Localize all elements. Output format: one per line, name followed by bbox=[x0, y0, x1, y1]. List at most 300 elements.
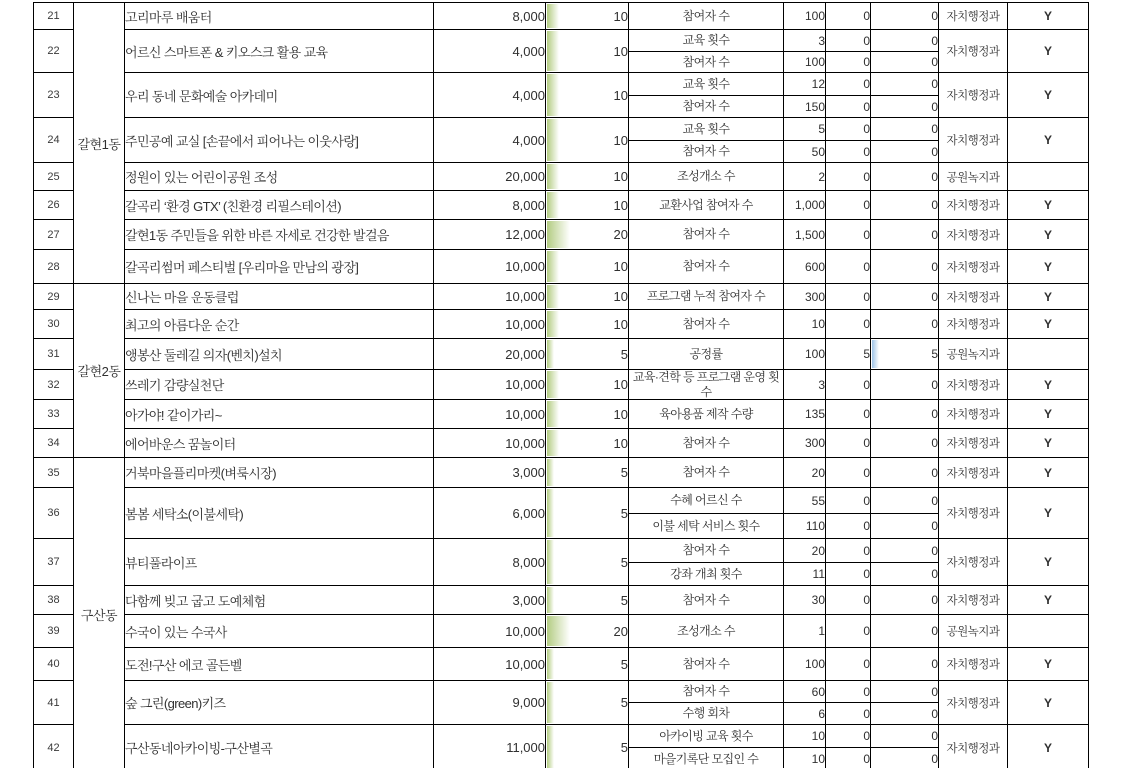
weight-cell-text: 5 bbox=[620, 740, 628, 755]
department-cell-text: 자치행정과 bbox=[946, 135, 1000, 147]
department-cell[interactable] bbox=[939, 458, 1008, 488]
flag-cell[interactable] bbox=[1008, 539, 1089, 586]
result1-cell[interactable] bbox=[826, 96, 871, 118]
row-number-cell-text: 31 bbox=[47, 348, 60, 360]
result1-cell[interactable] bbox=[826, 339, 871, 370]
result2-cell[interactable] bbox=[871, 310, 939, 339]
department-cell[interactable] bbox=[939, 539, 1008, 586]
project-name-cell[interactable] bbox=[125, 681, 434, 725]
budget-cell[interactable] bbox=[434, 681, 546, 725]
weight-cell[interactable] bbox=[546, 458, 629, 488]
budget-cell[interactable] bbox=[434, 310, 546, 339]
flag-cell[interactable] bbox=[1008, 220, 1089, 250]
flag-cell[interactable] bbox=[1008, 310, 1089, 339]
target-value-cell[interactable] bbox=[784, 514, 826, 539]
budget-cell[interactable] bbox=[434, 725, 546, 768]
target-value-cell[interactable] bbox=[784, 73, 826, 96]
budget-cell[interactable] bbox=[434, 73, 546, 118]
indicator-name-cell[interactable] bbox=[629, 725, 784, 748]
flag-cell[interactable] bbox=[1008, 429, 1089, 458]
result1-cell[interactable] bbox=[826, 310, 871, 339]
project-name-cell[interactable] bbox=[125, 615, 434, 648]
project-name-cell[interactable] bbox=[125, 400, 434, 429]
result1-cell[interactable] bbox=[826, 725, 871, 748]
project-name-cell[interactable] bbox=[125, 429, 434, 458]
target-value-cell[interactable] bbox=[784, 284, 826, 310]
flag-cell[interactable] bbox=[1008, 370, 1089, 400]
department-cell-text: 자치행정과 bbox=[946, 319, 1000, 331]
department-cell[interactable] bbox=[939, 118, 1008, 163]
department-cell[interactable] bbox=[939, 681, 1008, 725]
weight-cell-text: 10 bbox=[613, 435, 628, 451]
green-databar bbox=[547, 649, 554, 679]
department-cell[interactable] bbox=[939, 586, 1008, 615]
green-databar bbox=[547, 459, 554, 486]
result2-cell[interactable] bbox=[871, 703, 939, 725]
target-value-cell[interactable] bbox=[784, 310, 826, 339]
indicator-name-cell[interactable] bbox=[629, 30, 784, 52]
department-cell-text: 자치행정과 bbox=[946, 409, 1000, 421]
flag-cell[interactable] bbox=[1008, 339, 1089, 370]
project-name-cell[interactable] bbox=[125, 30, 434, 73]
weight-cell[interactable] bbox=[546, 539, 629, 586]
target-value-cell[interactable] bbox=[784, 163, 826, 191]
result2-cell[interactable] bbox=[871, 488, 939, 514]
target-value-cell[interactable] bbox=[784, 615, 826, 648]
flag-cell-text: Y bbox=[1043, 88, 1052, 102]
department-cell[interactable] bbox=[939, 429, 1008, 458]
budget-cell[interactable] bbox=[434, 488, 546, 539]
department-cell[interactable] bbox=[939, 615, 1008, 648]
result2-cell[interactable] bbox=[871, 3, 939, 30]
weight-cell[interactable] bbox=[546, 429, 629, 458]
weight-cell[interactable] bbox=[546, 284, 629, 310]
project-name-cell[interactable] bbox=[125, 725, 434, 768]
result1-cell-text: 0 bbox=[863, 519, 870, 533]
row-number-cell[interactable] bbox=[34, 310, 74, 339]
project-name-cell[interactable] bbox=[125, 284, 434, 310]
indicator-name-cell[interactable] bbox=[629, 118, 784, 141]
department-cell[interactable] bbox=[939, 30, 1008, 73]
row-number-cell[interactable] bbox=[34, 458, 74, 488]
budget-cell[interactable] bbox=[434, 3, 546, 30]
flag-cell[interactable] bbox=[1008, 163, 1089, 191]
budget-cell[interactable] bbox=[434, 615, 546, 648]
project-name-cell[interactable] bbox=[125, 310, 434, 339]
flag-cell[interactable] bbox=[1008, 191, 1089, 220]
weight-cell[interactable] bbox=[546, 30, 629, 73]
weight-cell[interactable] bbox=[546, 648, 629, 681]
result1-cell[interactable] bbox=[826, 429, 871, 458]
result2-cell[interactable] bbox=[871, 370, 939, 400]
project-name-cell-text: 갈곡리 ‘환경 GTX’ (친환경 리필스테이션) bbox=[125, 198, 341, 214]
indicator-name-cell[interactable] bbox=[629, 681, 784, 703]
indicator-name-cell[interactable] bbox=[629, 615, 784, 648]
indicator-name-cell-text: 교육·견학 등 프로그램 운영 횟수 bbox=[632, 370, 780, 399]
target-value-cell[interactable] bbox=[784, 488, 826, 514]
result1-cell[interactable] bbox=[826, 400, 871, 429]
result2-cell-text: 0 bbox=[931, 55, 938, 69]
row-number-cell-text: 41 bbox=[47, 696, 60, 709]
budget-cell[interactable] bbox=[434, 163, 546, 191]
department-cell[interactable] bbox=[939, 3, 1008, 30]
target-value-cell[interactable] bbox=[784, 96, 826, 118]
budget-cell[interactable] bbox=[434, 220, 546, 250]
row-number-cell[interactable] bbox=[34, 681, 74, 725]
target-value-cell[interactable] bbox=[784, 52, 826, 73]
budget-cell[interactable] bbox=[434, 250, 546, 284]
indicator-name-cell[interactable] bbox=[629, 586, 784, 615]
budget-cell[interactable] bbox=[434, 284, 546, 310]
target-value-cell-text: 50 bbox=[811, 144, 825, 159]
result2-cell[interactable] bbox=[871, 725, 939, 748]
result1-cell[interactable] bbox=[826, 458, 871, 488]
budget-cell[interactable] bbox=[434, 429, 546, 458]
flag-cell[interactable] bbox=[1008, 3, 1089, 30]
result1-cell[interactable] bbox=[826, 748, 871, 768]
target-value-cell[interactable] bbox=[784, 648, 826, 681]
result2-cell-text: 0 bbox=[931, 407, 938, 421]
budget-cell[interactable] bbox=[434, 458, 546, 488]
result1-cell[interactable] bbox=[826, 191, 871, 220]
result2-cell[interactable] bbox=[871, 400, 939, 429]
row-number-cell[interactable] bbox=[34, 220, 74, 250]
target-value-cell[interactable] bbox=[784, 339, 826, 370]
project-name-cell[interactable] bbox=[125, 458, 434, 488]
result2-cell[interactable] bbox=[871, 220, 939, 250]
result2-cell[interactable] bbox=[871, 429, 939, 458]
flag-cell[interactable] bbox=[1008, 284, 1089, 310]
indicator-name-cell[interactable] bbox=[629, 310, 784, 339]
indicator-name-cell-text: 참여자 수 bbox=[682, 316, 730, 331]
result2-cell[interactable] bbox=[871, 648, 939, 681]
indicator-name-cell[interactable] bbox=[629, 370, 784, 400]
result1-cell[interactable] bbox=[826, 681, 871, 703]
weight-cell[interactable] bbox=[546, 3, 629, 30]
flag-cell[interactable] bbox=[1008, 615, 1089, 648]
indicator-name-cell[interactable] bbox=[629, 96, 784, 118]
budget-cell[interactable] bbox=[434, 191, 546, 220]
result1-cell[interactable] bbox=[826, 703, 871, 725]
result2-cell[interactable] bbox=[871, 191, 939, 220]
target-value-cell[interactable] bbox=[784, 563, 826, 586]
department-cell-text: 자치행정과 bbox=[946, 90, 1000, 102]
department-cell[interactable] bbox=[939, 339, 1008, 370]
weight-cell[interactable] bbox=[546, 725, 629, 768]
result1-cell[interactable] bbox=[826, 615, 871, 648]
result1-cell-text: 0 bbox=[863, 657, 870, 671]
weight-cell[interactable] bbox=[546, 310, 629, 339]
result2-cell[interactable] bbox=[871, 30, 939, 52]
indicator-name-cell[interactable] bbox=[629, 141, 784, 163]
budget-cell[interactable] bbox=[434, 539, 546, 586]
row-number-cell[interactable] bbox=[34, 586, 74, 615]
budget-cell[interactable] bbox=[434, 648, 546, 681]
project-name-cell[interactable] bbox=[125, 648, 434, 681]
budget-cell-text: 10,000 bbox=[505, 316, 545, 332]
budget-cell[interactable] bbox=[434, 370, 546, 400]
project-name-cell[interactable] bbox=[125, 3, 434, 30]
result2-cell[interactable] bbox=[871, 339, 939, 370]
budget-cell-text: 3,000 bbox=[512, 465, 545, 480]
weight-cell[interactable] bbox=[546, 488, 629, 539]
target-value-cell[interactable] bbox=[784, 141, 826, 163]
result1-cell[interactable] bbox=[826, 514, 871, 539]
row-number-cell[interactable] bbox=[34, 429, 74, 458]
flag-cell[interactable] bbox=[1008, 648, 1089, 681]
target-value-cell[interactable] bbox=[784, 429, 826, 458]
table-row bbox=[34, 429, 1089, 458]
result2-cell-text: 0 bbox=[931, 9, 938, 23]
weight-cell[interactable] bbox=[546, 586, 629, 615]
target-value-cell-text: 2 bbox=[818, 169, 825, 184]
row-number-cell[interactable] bbox=[34, 3, 74, 30]
target-value-cell[interactable] bbox=[784, 3, 826, 30]
result1-cell[interactable] bbox=[826, 163, 871, 191]
row-number-cell[interactable] bbox=[34, 539, 74, 586]
department-cell[interactable] bbox=[939, 370, 1008, 400]
department-cell[interactable] bbox=[939, 250, 1008, 284]
target-value-cell-text: 5 bbox=[818, 122, 825, 136]
result2-cell[interactable] bbox=[871, 52, 939, 73]
result2-cell[interactable] bbox=[871, 586, 939, 615]
dong-cell[interactable] bbox=[74, 458, 125, 768]
result1-cell[interactable] bbox=[826, 141, 871, 163]
flag-cell[interactable] bbox=[1008, 725, 1089, 768]
budget-cell[interactable] bbox=[434, 586, 546, 615]
result1-cell[interactable] bbox=[826, 648, 871, 681]
target-value-cell[interactable] bbox=[784, 681, 826, 703]
indicator-name-cell[interactable] bbox=[629, 339, 784, 370]
budget-cell[interactable] bbox=[434, 339, 546, 370]
project-name-cell[interactable] bbox=[125, 191, 434, 220]
project-name-cell-text: 거북마을플리마켓(벼룩시장) bbox=[125, 466, 276, 481]
result2-cell[interactable] bbox=[871, 681, 939, 703]
result1-cell[interactable] bbox=[826, 118, 871, 141]
row-number-cell[interactable] bbox=[34, 191, 74, 220]
department-cell[interactable] bbox=[939, 310, 1008, 339]
department-cell[interactable] bbox=[939, 73, 1008, 118]
row-number-cell[interactable] bbox=[34, 400, 74, 429]
result1-cell[interactable] bbox=[826, 488, 871, 514]
target-value-cell[interactable] bbox=[784, 191, 826, 220]
table-row bbox=[34, 30, 1089, 52]
indicator-name-cell[interactable] bbox=[629, 400, 784, 429]
indicator-name-cell[interactable] bbox=[629, 458, 784, 488]
indicator-name-cell-text: 참여자 수 bbox=[682, 54, 730, 69]
result1-cell[interactable] bbox=[826, 52, 871, 73]
indicator-name-cell[interactable] bbox=[629, 488, 784, 514]
indicator-name-cell[interactable] bbox=[629, 250, 784, 284]
row-number-cell[interactable] bbox=[34, 250, 74, 284]
result2-cell[interactable] bbox=[871, 615, 939, 648]
result1-cell[interactable] bbox=[826, 250, 871, 284]
project-name-cell[interactable] bbox=[125, 163, 434, 191]
department-cell[interactable] bbox=[939, 191, 1008, 220]
result2-cell[interactable] bbox=[871, 118, 939, 141]
result1-cell-text: 0 bbox=[863, 259, 870, 274]
weight-cell[interactable] bbox=[546, 118, 629, 163]
project-name-cell[interactable] bbox=[125, 73, 434, 118]
result1-cell[interactable] bbox=[826, 284, 871, 310]
result1-cell[interactable] bbox=[826, 586, 871, 615]
weight-cell[interactable] bbox=[546, 615, 629, 648]
flag-cell[interactable] bbox=[1008, 118, 1089, 163]
indicator-name-cell[interactable] bbox=[629, 52, 784, 73]
target-value-cell[interactable] bbox=[784, 220, 826, 250]
weight-cell[interactable] bbox=[546, 250, 629, 284]
row-number-cell[interactable] bbox=[34, 339, 74, 370]
indicator-name-cell-text: 육아용품 제작 수량 bbox=[659, 406, 753, 421]
result2-cell[interactable] bbox=[871, 563, 939, 586]
result2-cell-text: 0 bbox=[931, 317, 938, 331]
result2-cell[interactable] bbox=[871, 458, 939, 488]
result2-cell[interactable] bbox=[871, 73, 939, 96]
flag-cell[interactable] bbox=[1008, 73, 1089, 118]
result2-cell-text: 0 bbox=[931, 519, 938, 533]
department-cell[interactable] bbox=[939, 648, 1008, 681]
result1-cell[interactable] bbox=[826, 3, 871, 30]
target-value-cell[interactable] bbox=[784, 725, 826, 748]
indicator-name-cell[interactable] bbox=[629, 429, 784, 458]
department-cell[interactable] bbox=[939, 400, 1008, 429]
budget-cell[interactable] bbox=[434, 400, 546, 429]
project-name-cell-text: 도전!구산 에코 골든벨 bbox=[125, 657, 242, 673]
project-name-cell[interactable] bbox=[125, 488, 434, 539]
green-databar bbox=[547, 430, 559, 456]
department-cell[interactable] bbox=[939, 725, 1008, 768]
target-value-cell-text: 1 bbox=[818, 624, 825, 638]
row-number-cell[interactable] bbox=[34, 725, 74, 768]
row-number-cell[interactable] bbox=[34, 370, 74, 400]
weight-cell[interactable] bbox=[546, 400, 629, 429]
indicator-name-cell[interactable] bbox=[629, 220, 784, 250]
result2-cell[interactable] bbox=[871, 539, 939, 563]
weight-cell[interactable] bbox=[546, 220, 629, 250]
indicator-name-cell[interactable] bbox=[629, 163, 784, 191]
result2-cell[interactable] bbox=[871, 514, 939, 539]
indicator-name-cell[interactable] bbox=[629, 284, 784, 310]
weight-cell[interactable] bbox=[546, 163, 629, 191]
dong-cell[interactable] bbox=[74, 284, 125, 458]
weight-cell[interactable] bbox=[546, 681, 629, 725]
result1-cell[interactable] bbox=[826, 563, 871, 586]
weight-cell[interactable] bbox=[546, 370, 629, 400]
budget-cell[interactable] bbox=[434, 118, 546, 163]
target-value-cell[interactable] bbox=[784, 30, 826, 52]
budget-cell-text: 10,000 bbox=[505, 377, 545, 392]
row-number-cell[interactable] bbox=[34, 73, 74, 118]
weight-cell-text: 10 bbox=[613, 43, 628, 59]
row-number-cell-text: 30 bbox=[47, 318, 60, 330]
table-row bbox=[34, 220, 1089, 250]
project-name-cell[interactable] bbox=[125, 118, 434, 163]
indicator-name-cell[interactable] bbox=[629, 703, 784, 725]
row-number-cell[interactable] bbox=[34, 163, 74, 191]
weight-cell[interactable] bbox=[546, 191, 629, 220]
result1-cell[interactable] bbox=[826, 220, 871, 250]
target-value-cell[interactable] bbox=[784, 118, 826, 141]
department-cell[interactable] bbox=[939, 163, 1008, 191]
target-value-cell[interactable] bbox=[784, 400, 826, 429]
department-cell[interactable] bbox=[939, 220, 1008, 250]
row-number-cell[interactable] bbox=[34, 118, 74, 163]
project-name-cell[interactable] bbox=[125, 250, 434, 284]
result2-cell[interactable] bbox=[871, 250, 939, 284]
weight-cell[interactable] bbox=[546, 339, 629, 370]
indicator-name-cell[interactable] bbox=[629, 539, 784, 563]
target-value-cell[interactable] bbox=[784, 703, 826, 725]
target-value-cell[interactable] bbox=[784, 458, 826, 488]
row-number-cell[interactable] bbox=[34, 488, 74, 539]
flag-cell[interactable] bbox=[1008, 458, 1089, 488]
indicator-name-cell[interactable] bbox=[629, 514, 784, 539]
flag-cell[interactable] bbox=[1008, 250, 1089, 284]
target-value-cell[interactable] bbox=[784, 250, 826, 284]
indicator-name-cell[interactable] bbox=[629, 563, 784, 586]
target-value-cell[interactable] bbox=[784, 748, 826, 768]
department-cell[interactable] bbox=[939, 284, 1008, 310]
flag-cell-text: Y bbox=[1043, 436, 1052, 450]
project-name-cell[interactable] bbox=[125, 339, 434, 370]
flag-cell[interactable] bbox=[1008, 30, 1089, 73]
result2-cell[interactable] bbox=[871, 748, 939, 768]
indicator-name-cell[interactable] bbox=[629, 73, 784, 96]
project-name-cell[interactable] bbox=[125, 539, 434, 586]
result2-cell[interactable] bbox=[871, 284, 939, 310]
result2-cell[interactable] bbox=[871, 163, 939, 191]
result1-cell-text: 0 bbox=[863, 198, 870, 212]
weight-cell-text: 20 bbox=[613, 623, 628, 639]
indicator-name-cell[interactable] bbox=[629, 191, 784, 220]
project-name-cell[interactable] bbox=[125, 220, 434, 250]
budget-cell[interactable] bbox=[434, 30, 546, 73]
indicator-name-cell[interactable] bbox=[629, 648, 784, 681]
indicator-name-cell-text: 교육 횟수 bbox=[682, 76, 730, 91]
flag-cell-text: Y bbox=[1043, 593, 1052, 607]
result1-cell-text: 0 bbox=[863, 567, 870, 581]
weight-cell[interactable] bbox=[546, 73, 629, 118]
project-name-cell-text: 정원이 있는 어린이공원 조성 bbox=[125, 170, 278, 185]
indicator-name-cell[interactable] bbox=[629, 748, 784, 768]
result1-cell[interactable] bbox=[826, 539, 871, 563]
result1-cell[interactable] bbox=[826, 73, 871, 96]
flag-cell[interactable] bbox=[1008, 681, 1089, 725]
result2-cell[interactable] bbox=[871, 141, 939, 163]
dong-cell[interactable] bbox=[74, 3, 125, 284]
row-number-cell[interactable] bbox=[34, 284, 74, 310]
result1-cell[interactable] bbox=[826, 30, 871, 52]
department-cell-text: 자치행정과 bbox=[946, 11, 1000, 23]
target-value-cell[interactable] bbox=[784, 539, 826, 563]
row-number-cell[interactable] bbox=[34, 615, 74, 648]
result2-cell[interactable] bbox=[871, 96, 939, 118]
department-cell[interactable] bbox=[939, 488, 1008, 539]
target-value-cell[interactable] bbox=[784, 586, 826, 615]
target-value-cell[interactable] bbox=[784, 370, 826, 400]
flag-cell[interactable] bbox=[1008, 586, 1089, 615]
result1-cell[interactable] bbox=[826, 370, 871, 400]
row-number-cell[interactable] bbox=[34, 30, 74, 73]
target-value-cell-text: 3 bbox=[818, 377, 825, 392]
result2-cell-text: 0 bbox=[931, 657, 938, 671]
project-name-cell[interactable] bbox=[125, 370, 434, 400]
row-number-cell[interactable] bbox=[34, 648, 74, 681]
indicator-name-cell[interactable] bbox=[629, 3, 784, 30]
flag-cell[interactable] bbox=[1008, 400, 1089, 429]
project-name-cell[interactable] bbox=[125, 586, 434, 615]
flag-cell[interactable] bbox=[1008, 488, 1089, 539]
